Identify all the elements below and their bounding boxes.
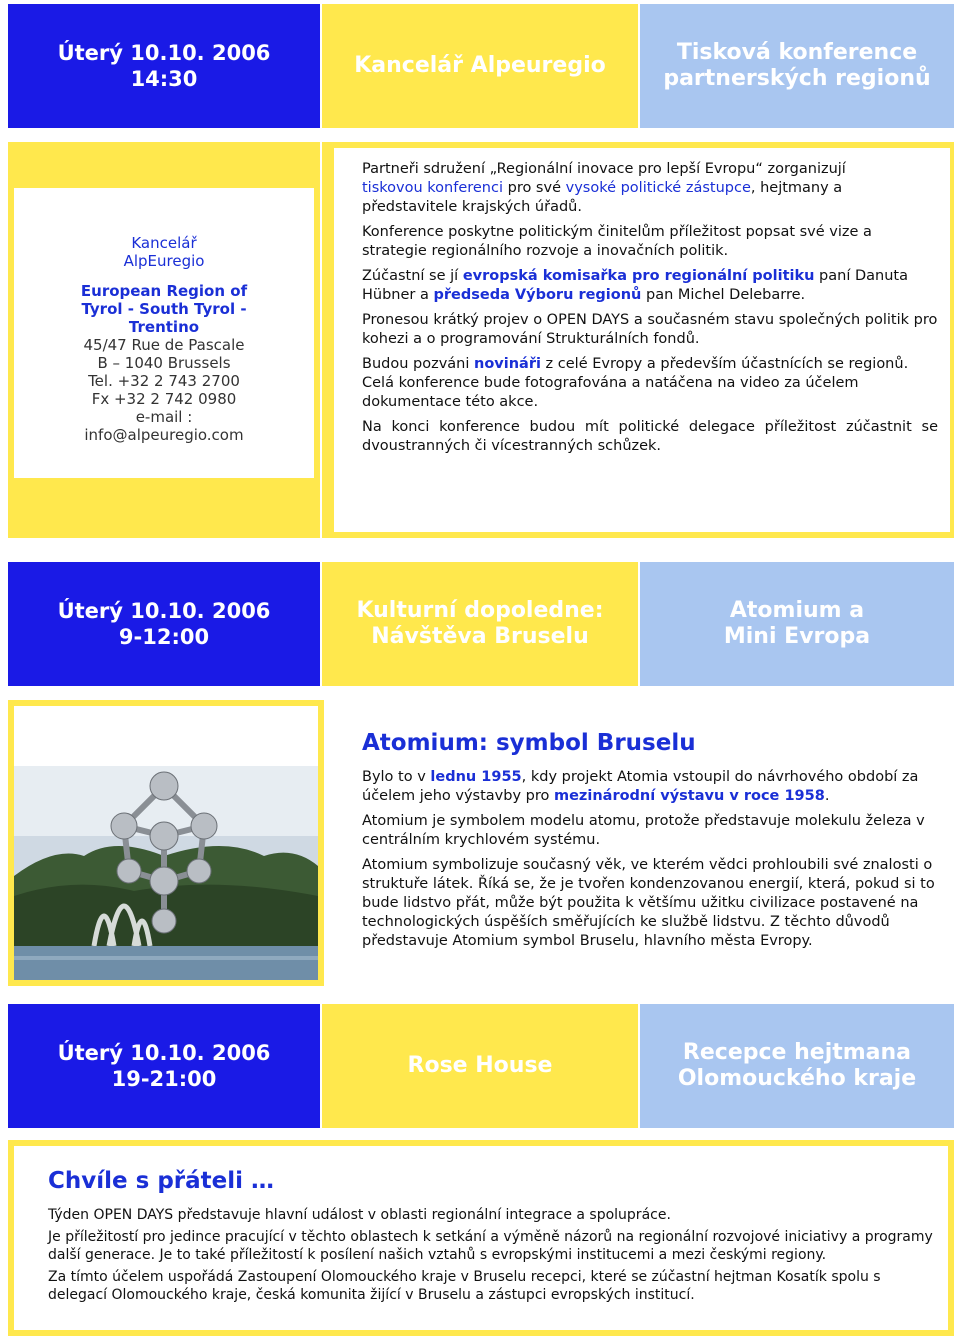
paragraph-3 <box>362 267 938 305</box>
text-run: Celá konference bude fotografována a natáčena na video za účelem dokumentace této akce. <box>362 375 859 410</box>
date-text: Úterý 10.10. 2006 <box>57 599 271 623</box>
text-run: pan Michel Delebarre. <box>646 287 806 303</box>
paragraph-2: Konference poskytne politickým činitelům příležitost popsat své vize a strategie regionálního rozvoje a inovačních politik. <box>362 224 872 259</box>
paragraph-4: Pronesou krátký projev o OPEN DAYS a současném stavu společných politik pro kohezi a o programování Strukturálních fondů. <box>362 312 938 347</box>
date-header-2 <box>8 562 320 686</box>
text-run: , hejtmany a představitele krajských úřadů. <box>362 180 843 215</box>
highlight-commissioner: evropská komisařka pro regionální politiku <box>462 268 815 284</box>
region-line-3: Trentino <box>128 318 200 336</box>
highlight-date: lednu 1955 <box>430 769 522 785</box>
date-text: Úterý 10.10. 2006 <box>57 1041 271 1065</box>
address-line-2: B – 1040 Brussels <box>97 354 231 372</box>
text-run: Budou pozváni <box>362 356 470 372</box>
paragraph-1: Týden OPEN DAYS představuje hlavní událost v oblasti regionální integrace a spolupráce. <box>48 1207 671 1223</box>
highlight-journalists: novináři <box>474 356 541 372</box>
venue-header-1 <box>322 4 638 128</box>
text-run: Partneři sdružení „Regionální inovace pro lepší Evropu“ zorganizují <box>362 161 846 177</box>
highlight-press-conference: tiskovou konferenci <box>362 180 503 196</box>
text-run: paní Danuta Hübner a <box>362 268 908 303</box>
paragraph-2: Je příležitostí pro jedince pracující v těchto oblastech k setkání a výměně názorů na regionální rozvojové iniciativy a programy další generace. Je to také příležitostí k posílení našich vztahů s evropskými institucemi a mezi českými regiony. <box>48 1229 933 1263</box>
text-run: Bylo to v <box>362 769 426 785</box>
paragraph-1 <box>362 160 938 217</box>
paragraph-3: Atomium symbolizuje současný věk, ve kterém vědci prohloubili své znalosti o struktuře látek. Říká se, že je tvořen kondenzovanou energií, která, pokud si to bude lidstvo přát, může být použita k většímu užitku civilizace postavené na technologických úspěších směřujících ke službě lidstvu. Z těchto důvodů představuje Atomium symbol Bruselu, hlavního města Evropy. <box>362 857 935 949</box>
image-panel <box>14 706 318 980</box>
topic-line-1: Recepce hejtmana <box>682 1040 912 1065</box>
paragraph-2: Atomium je symbolem modelu atomu, protože představuje molekulu železa v centrálním krychlovém systému. <box>362 813 925 848</box>
email-link[interactable]: info@alpeuregio.com <box>84 426 244 444</box>
text-run: . <box>824 788 830 804</box>
address-line-1: 45/47 Rue de Pascale <box>83 336 245 354</box>
contact-sidebar <box>14 188 314 478</box>
venue-line-2: Návštěva Bruselu <box>371 624 589 649</box>
office-title-1: Kancelář <box>131 234 197 252</box>
topic-header-3 <box>640 1004 954 1128</box>
email-label: e-mail : <box>135 408 193 426</box>
topic-line-2: Olomouckého kraje <box>677 1066 917 1091</box>
highlight-representatives: vysoké politické zástupce <box>565 180 751 196</box>
fax-text: Fx +32 2 742 0980 <box>91 390 237 408</box>
section-heading: Chvíle s přáteli … <box>48 1168 275 1194</box>
time-text: 14:30 <box>130 67 198 91</box>
venue-line-1: Kulturní dopoledne: <box>356 598 604 623</box>
topic-line-2: Mini Evropa <box>723 624 871 649</box>
time-text: 19-21:00 <box>111 1067 217 1091</box>
office-title-2: AlpEuregio <box>123 252 205 270</box>
topic-line-1: Atomium a <box>729 598 865 623</box>
text-run: Zúčastní se jí <box>362 268 459 284</box>
text-run: pro své <box>507 180 561 196</box>
venue-text: Kancelář Alpeuregio <box>354 53 606 78</box>
section-heading: Atomium: symbol Bruselu <box>362 730 696 756</box>
date-text: Úterý 10.10. 2006 <box>57 41 271 65</box>
topic-line-1: Tisková konference <box>676 40 918 65</box>
content-body-2 <box>334 706 950 980</box>
region-line-1: European Region of <box>80 282 248 300</box>
venue-text: Rose House <box>407 1053 553 1078</box>
venue-header-2 <box>322 562 638 686</box>
atomium-photo <box>14 706 318 980</box>
region-line-2: Tyrol - South Tyrol - <box>81 300 247 318</box>
paragraph-6: Na konci konference budou mít politické delegace příležitost zúčastnit se dvoustranných či vícestranných schůzek. <box>362 419 938 454</box>
text-run: , kdy projekt Atomia vstoupil do návrhového období za účelem jeho výstavby pro <box>362 769 919 804</box>
phone-text: Tel. +32 2 743 2700 <box>88 372 240 390</box>
topic-line-2: partnerských regionů <box>663 66 931 91</box>
paragraph-5 <box>362 355 938 412</box>
content-body-1 <box>334 148 950 532</box>
date-header-1 <box>8 4 320 128</box>
paragraph-3: Za tímto účelem uspořádá Zastoupení Olomouckého kraje v Bruselu recepci, které se zúčastní hejtman Kosatík spolu s delegací Olomouckého kraje, česká komunita žijící v Bruselu a zástupci evropských institucí. <box>48 1269 881 1303</box>
venue-header-3 <box>322 1004 638 1128</box>
highlight-expo: mezinárodní výstavu v roce 1958 <box>553 788 825 804</box>
time-text: 9-12:00 <box>118 625 210 649</box>
highlight-committee-president: předseda Výboru regionů <box>433 287 642 303</box>
paragraph-1 <box>362 768 940 806</box>
text-run: z celé Evropy a především účastnících se regionů. <box>545 356 909 372</box>
content-body-3 <box>14 1146 948 1330</box>
topic-header-1 <box>640 4 954 128</box>
topic-header-2 <box>640 562 954 686</box>
date-header-3 <box>8 1004 320 1128</box>
